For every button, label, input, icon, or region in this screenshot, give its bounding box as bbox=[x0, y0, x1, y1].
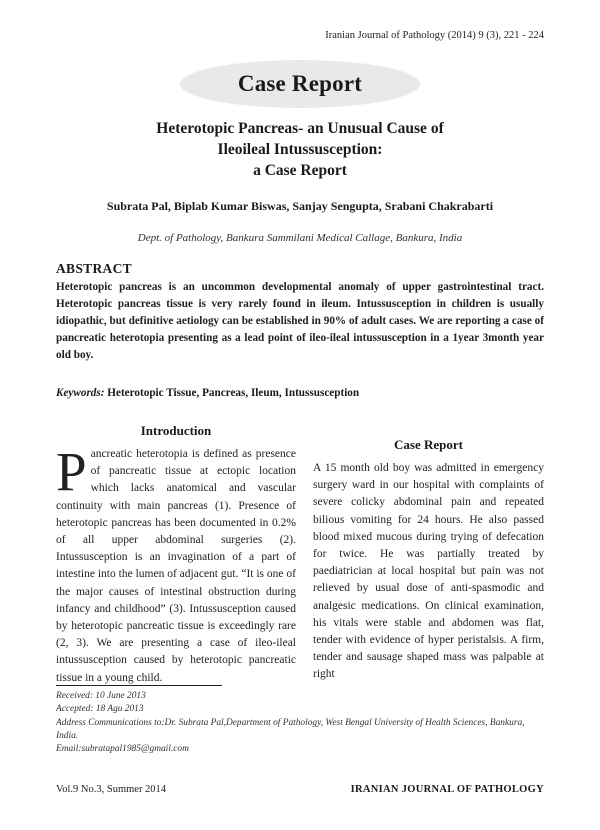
article-title bbox=[100, 118, 500, 181]
correspondence-email: Email:subratapal1985@gmail.com bbox=[56, 744, 189, 755]
accepted-date: Accepted: 18 Agu 2013 bbox=[56, 704, 144, 715]
keywords-text: Heterotopic Tissue, Pancreas, Ileum, Intussusception bbox=[107, 387, 360, 399]
case-report-heading: Case Report bbox=[394, 437, 463, 452]
title-line-3: a Case Report bbox=[253, 162, 347, 179]
correspondence-address: Address Communications to:Dr. Subrata Pal,Department of Pathology, West Bengal University of Health Sciences, Bankura, bbox=[56, 717, 525, 728]
footer-volume: Vol.9 No.3, Summer 2014 bbox=[56, 784, 167, 795]
introduction-text: ancreatic heterotopia is defined as presence of pancreatic tissue at ectopic location which lacks anatomical and vascular continuity with main pancreas (1). Presence of heterotopic pancreas has been documented in 0.2% of all upper abdominal surgeries (2). Intussusception is an invagination of a part of intestine into the lumen of adjacent gut. “It is one of the major causes of intestinal obstruction during infancy and childhood” (3). Intussusception caused by heterotopic pancreatic tissue is exceedingly rare (2, 3). We are presenting a case of ileo-ileal intussusception caused by heterotopic pancreatic tissue in a young child. bbox=[56, 448, 296, 684]
footnotes bbox=[56, 690, 544, 756]
affiliation: Dept. of Pathology, Bankura Sammilani Medical Callage, Bankura, India bbox=[137, 232, 463, 244]
received-date: Received: 10 June 2013 bbox=[56, 691, 146, 701]
introduction-heading: Introduction bbox=[140, 423, 212, 438]
abstract-text: Heterotopic pancreas is an uncommon developmental anomaly of upper gastrointestinal tract. Heterotopic pancreas tissue is very rarely found in ileum. Intussusception in children is usually idiopathic, but definitive aetiology can be established in 90% of adult cases. We are reporting a case of pancreatic heterotopia presenting as a lead point of ileo-ileal intussusception in a 1year 3month year old boy. bbox=[56, 281, 544, 361]
journal-citation: Iranian Journal of Pathology (2014) 9 (3), 221 - 224 bbox=[325, 30, 544, 41]
abstract-heading: ABSTRACT bbox=[56, 261, 132, 276]
title-line-2: Ileoileal Intussusception: bbox=[217, 141, 383, 158]
keywords bbox=[56, 387, 544, 399]
footnote-divider bbox=[56, 685, 222, 686]
footer-journal-name: IRANIAN JOURNAL OF PATHOLOGY bbox=[350, 784, 544, 795]
drop-cap: P bbox=[56, 441, 87, 502]
article-type-banner: Case Report bbox=[180, 60, 420, 108]
title-line-1: Heterotopic Pancreas- an Unusual Cause of bbox=[156, 120, 444, 137]
keywords-label: Keywords: bbox=[56, 387, 105, 399]
author-list: Subrata Pal, Biplab Kumar Biswas, Sanjay Sengupta, Srabani Chakrabarti bbox=[106, 199, 494, 213]
case-report-text: A 15 month old boy was admitted in emergency surgery ward in our hospital with complaints of severe colicky abdominal pain and repeated bilious vomiting for 24 hours. He also passed blood mixed mucous during trying of defecation for twice. He was partially treated by paediatrician at local hospital but pain was not relieved by usual dose of anti-spasmodic and analgesic medications. On clinical examination, his vitals were stable and abdomen was flat, tender with evidence of hyper peristalsis. A firm, tender and sausage shaped mass was palpable at right bbox=[313, 462, 544, 681]
correspondence-address-cont: India. bbox=[56, 730, 79, 741]
introduction-body bbox=[56, 441, 296, 687]
